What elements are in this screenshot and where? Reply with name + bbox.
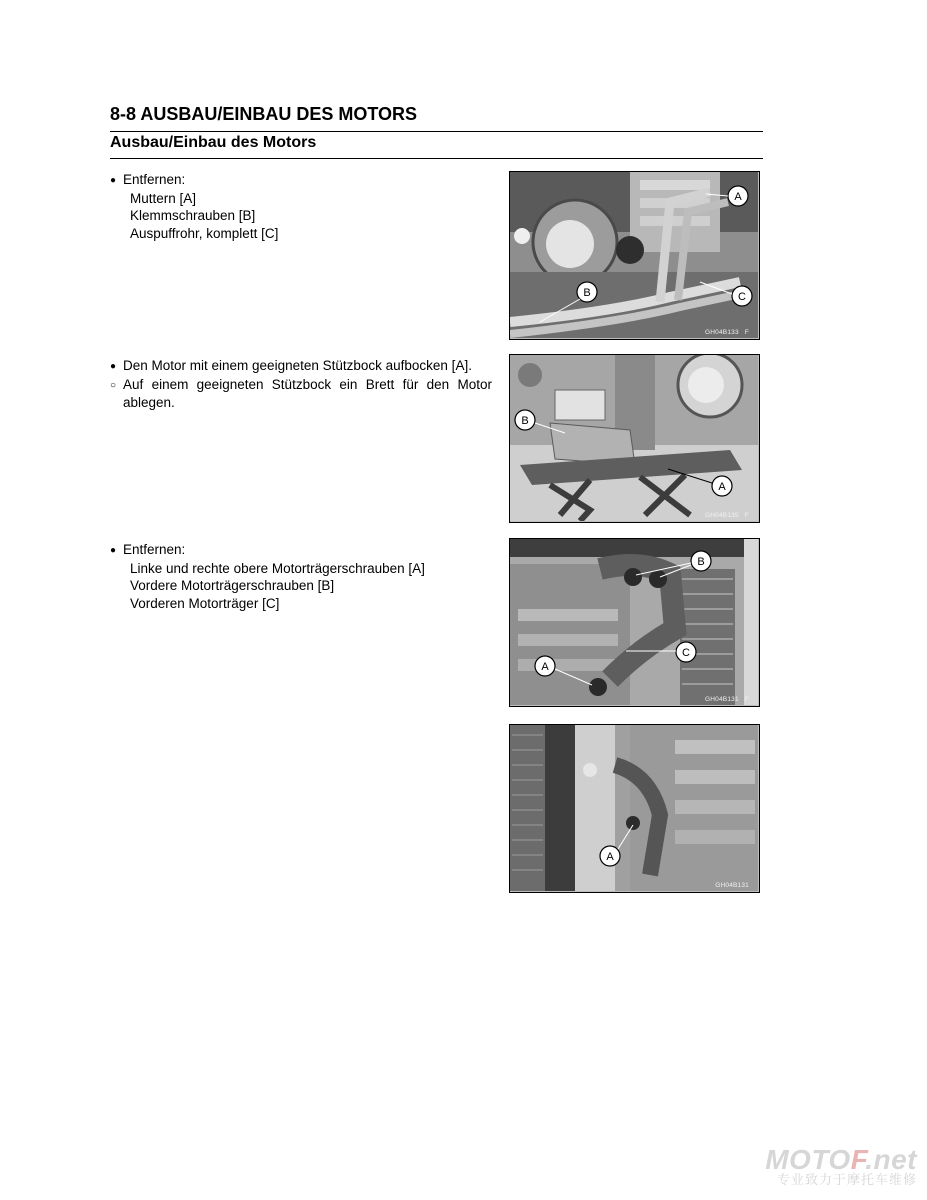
step-3-text (110, 541, 492, 612)
photo-code: GH04B133 F (705, 329, 749, 336)
bullet-mark: ● (110, 175, 117, 186)
bullet-mark: ● (110, 361, 117, 372)
note-mark: ○ (110, 379, 117, 391)
bullet-mark: ● (110, 545, 117, 556)
section-subtitle: Ausbau/Einbau des Motors (110, 134, 317, 151)
photo-exhaust-removal (509, 171, 760, 340)
callout-b-label: B (521, 415, 529, 427)
motof-watermark (765, 1146, 917, 1188)
callout-a-label: A (734, 191, 742, 203)
step-2-line-2: Auf einem geeigneten Stützbock ein Brett für den Motor ablegen. (123, 376, 492, 410)
step-2-bullet (110, 357, 492, 376)
step-1-line-1: Entfernen: (123, 172, 186, 187)
step-2-note (110, 376, 492, 412)
step-3-line-1: Entfernen: (123, 542, 186, 557)
callout-a-label: A (718, 481, 726, 493)
step-1-line-2: Muttern [A] (130, 190, 197, 206)
step-1-text (110, 171, 492, 242)
photo-code: GH04B131 (715, 882, 749, 889)
step-1-line-3: Klemmschrauben [B] (130, 208, 256, 223)
callout-a-label: A (606, 851, 614, 863)
step-3-line-4: Vorderen Motorträger [C] (130, 595, 280, 611)
callout-b-label: B (583, 287, 591, 299)
step-2-line-1: Den Motor mit einem geeigneten Stützbock aufbocken [A]. (123, 358, 472, 373)
section-title: 8-8 AUSBAU/EINBAU DES MOTORS (110, 104, 418, 124)
watermark-slogan: 专业致力于摩托车维修 (776, 1173, 917, 1188)
watermark-logo: MOTOF.net (765, 1144, 917, 1175)
subtitle-rule (110, 158, 763, 159)
photo-code: GH04B135 F (705, 512, 749, 519)
photo-front-bracket (509, 538, 760, 707)
step-3-line-3: Vordere Motorträgerschrauben [B] (130, 578, 335, 593)
callout-b-label: B (697, 556, 705, 568)
callout-c-label: C (738, 291, 746, 303)
photo-engine-stand (509, 354, 760, 523)
step-3-line-2: Linke und rechte obere Motorträgerschrauben [A] (130, 560, 425, 576)
callout-a-label: A (541, 661, 549, 673)
step-1-line-4: Auspuffrohr, komplett [C] (130, 225, 279, 241)
callout-c-label: C (682, 647, 690, 659)
step-2-text (110, 357, 492, 412)
title-rule (110, 131, 763, 132)
photo-code: GH04B131 F (705, 696, 749, 703)
photo-lower-mount (509, 724, 760, 893)
step-3-bullet (110, 541, 492, 560)
step-1-bullet (110, 171, 492, 190)
